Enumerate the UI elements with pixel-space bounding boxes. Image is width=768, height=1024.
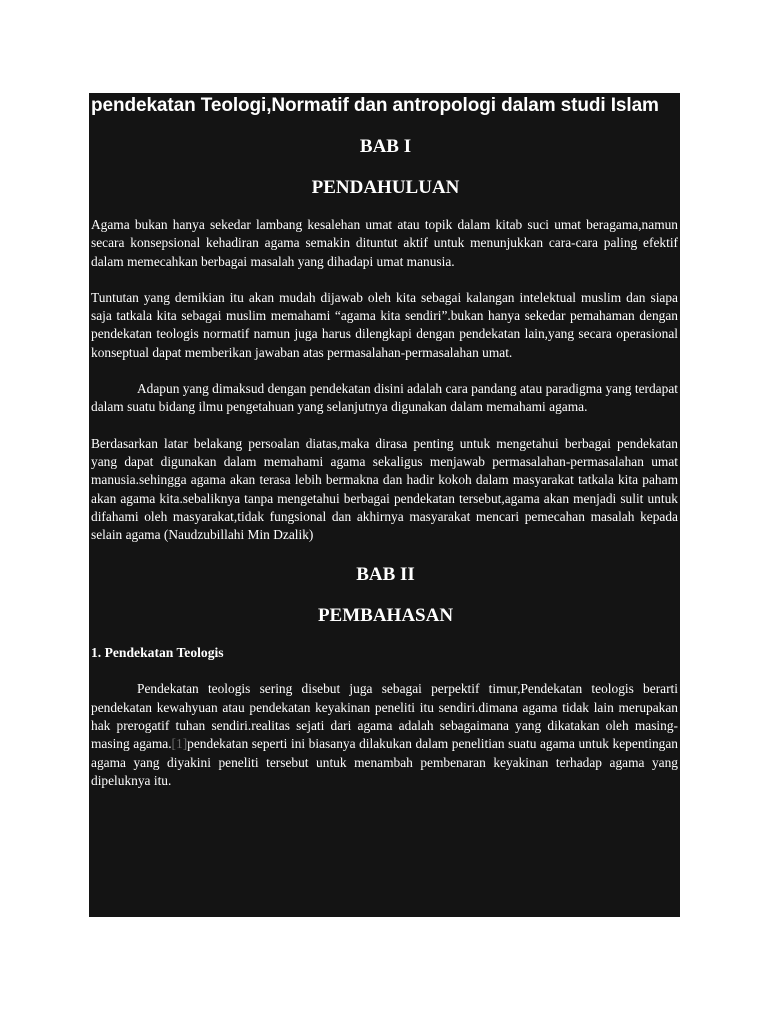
section-text-after-ref: pendekatan seperti ini biasanya dilakukan dalam penelitian suatu agama untuk kepentingan agama yang diyakini peneliti tersebut untuk menambah pembenaran keyakinan terhadap agama yang dipeluknya itu. (91, 736, 678, 788)
bab2-label: BAB II (356, 564, 415, 586)
intro-paragraph-2: Tuntutan yang demikian itu akan mudah dijawab oleh kita sebagai kalangan intelektual muslim dan siapa saja tatkala kita sebagai muslim memahami “agama kita sendiri”.bukan hanya sekedar pemahaman dengan pendekatan teologis normatif namun juga harus dilengkapi dengan pendekatan lain,yang secara operasional konseptual dapat memberikan jawaban atas permasalahan-permasalahan umat. (91, 289, 678, 360)
bab1-title: PENDAHULUAN (311, 177, 460, 198)
intro-paragraph-3: Adapun yang dimaksud dengan pendekatan disini adalah cara pandang atau paradigma yang terdapat dalam suatu bidang ilmu pengetahuan yang selanjutnya digunakan dalam memahami agama. (91, 381, 678, 415)
section-text-before-ref: Pendekatan teologis sering disebut juga sebagai perpektif timur,Pendekatan teologis berarti pendekatan kewahyuan atau pendekatan keyakinan peneliti itu sendiri.dimana agama tidak lain merupakan hak prerogatif tuhan sendiri.realitas sejati dari agama adalah sebagaimana yang dikatakan oleh masing-masing agama. (91, 681, 678, 752)
footnote-ref-link[interactable]: [1] (171, 736, 188, 752)
document-page (89, 93, 680, 917)
document-title: pendekatan Teologi,Normatif dan antropologi dalam studi Islam (91, 95, 659, 116)
section-heading: 1. Pendekatan Teologis (91, 645, 224, 661)
intro-paragraph-1: Agama bukan hanya sekedar lambang kesalehan umat atau topik dalam kitab suci umat beragama,namun secara konsepsional kehadiran agama semakin dituntut aktif untuk menunjukkan cara-cara paling efektif dalam memecahkan berbagai masalah yang dihadapi umat manusia. (91, 217, 678, 269)
bab2-title: PEMBAHASAN (317, 605, 454, 627)
bab1-label: BAB I (359, 136, 412, 157)
intro-paragraph-4: Berdasarkan latar belakang persoalan diatas,maka dirasa penting untuk mengetahui berbagai pendekatan yang dapat digunakan dalam memahami agama sekaligus menjawab permasalahan-permasalahan umat manusia.sehingga agama akan terasa lebih bermakna dan hadir kokoh dalam masyarakat tatkala kita paham akan agama kita.sebaliknya tanpa mengetahui berbagai pendekatan tersebut,agama akan menjadi sulit untuk difahami oleh masyarakat,tidak fungsional dan akhirnya masyarakat mencari pemecahan masalah kepada selain agama (Naudzubillahi Min Dzalik) (91, 435, 678, 543)
section-paragraph (91, 680, 680, 790)
